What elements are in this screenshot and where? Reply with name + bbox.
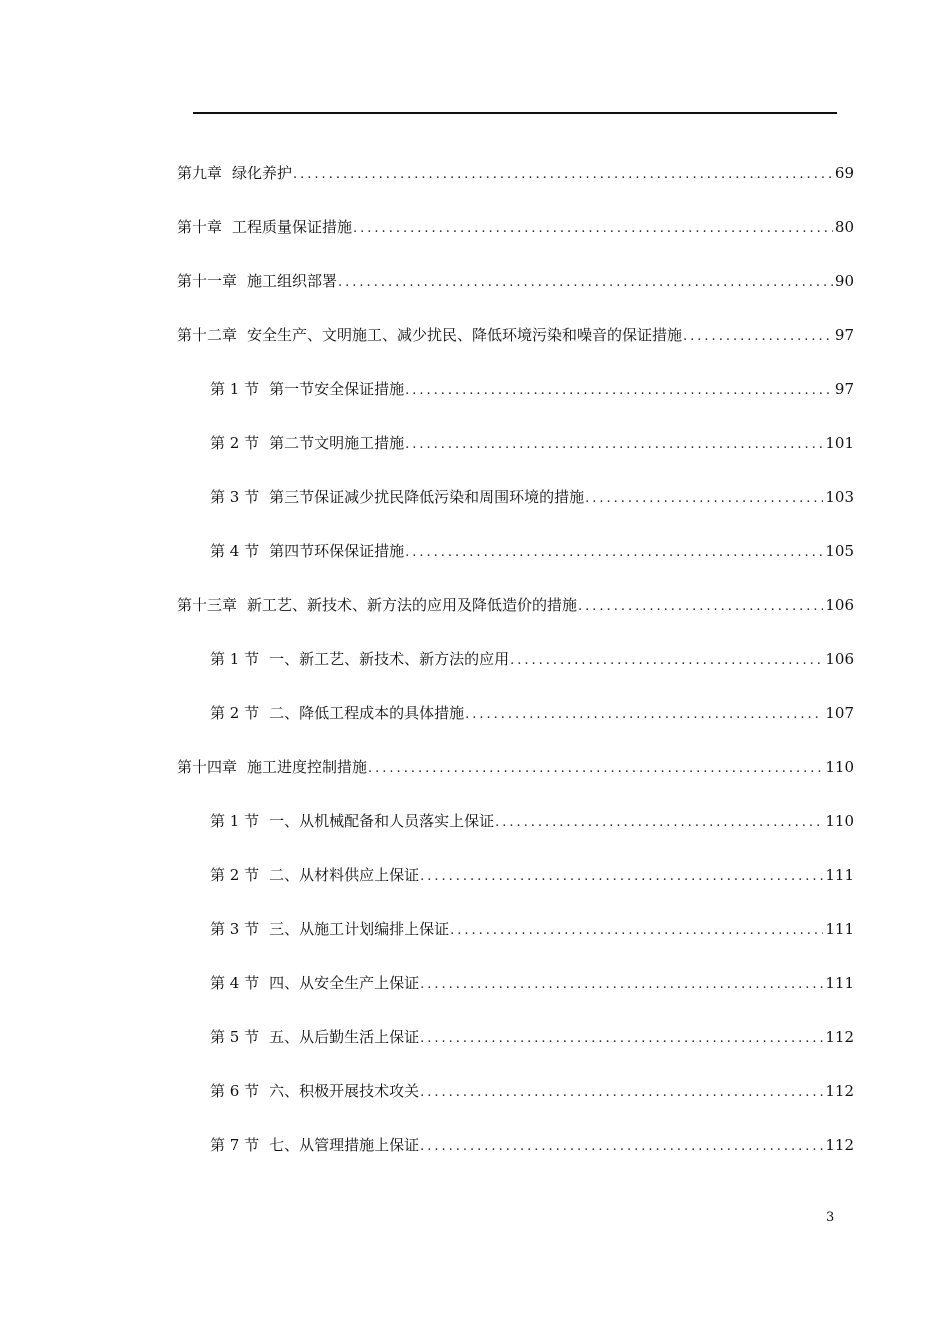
toc-entry-page: 101: [825, 434, 854, 452]
toc-entry-number: 第十二章: [177, 326, 238, 344]
toc-entry-page: 103: [825, 488, 854, 506]
toc-entry-number: 第十三章: [177, 596, 238, 614]
toc-entry-page: 69: [834, 164, 854, 182]
toc-entry-section[interactable]: [210, 811, 854, 831]
toc-entry-number: 第十章: [177, 218, 223, 236]
toc-entry-title: 七、从管理措施上保证: [269, 1136, 420, 1154]
toc-entry-number: 第 3 节: [210, 920, 260, 938]
toc-entry-section[interactable]: [210, 379, 854, 399]
toc-entry-title: 四、从安全生产上保证: [269, 974, 420, 992]
toc-entry-number: 第 2 节: [210, 866, 260, 884]
dot-leader: [419, 1083, 823, 1103]
toc-entry-title: 施工进度控制措施: [247, 758, 368, 776]
toc-entry-number: 第 1 节: [210, 650, 260, 668]
toc-entry-number: 第 1 节: [210, 812, 260, 830]
toc-entry-section[interactable]: [210, 649, 854, 669]
toc-entry-number: 第十一章: [177, 272, 238, 290]
dot-leader: [419, 867, 823, 887]
toc-entry-title: 施工组织部署: [247, 272, 338, 290]
toc-entry-number: 第 7 节: [210, 1136, 260, 1154]
dot-leader: [577, 597, 823, 617]
header-rule: [193, 112, 837, 114]
toc-entry-section[interactable]: [210, 1027, 854, 1047]
dot-leader: [584, 489, 823, 509]
toc-entry-page: 111: [825, 974, 854, 992]
toc-entry-page: 107: [825, 704, 854, 722]
toc-entry-number: 第九章: [177, 164, 223, 182]
toc-entry-title: 二、从材料供应上保证: [269, 866, 420, 884]
toc-entry-section[interactable]: [210, 1081, 854, 1101]
dot-leader: [404, 435, 823, 455]
toc-entry-page: 112: [825, 1028, 854, 1046]
toc-entry-chapter-11[interactable]: [177, 271, 854, 291]
dot-leader: [404, 543, 823, 563]
toc-entry-page: 97: [834, 380, 854, 398]
toc-entry-page: 110: [825, 812, 854, 830]
toc-entry-section[interactable]: [210, 1135, 854, 1155]
toc-entry-title: 第一节安全保证措施: [269, 380, 405, 398]
dot-leader: [337, 273, 833, 293]
toc-entry-page: 105: [825, 542, 854, 560]
toc-entry-title: 一、新工艺、新技术、新方法的应用: [269, 650, 510, 668]
toc-entry-title: 六、积极开展技术攻关: [269, 1082, 420, 1100]
dot-leader: [682, 327, 833, 347]
toc-entry-number: 第 3 节: [210, 488, 260, 506]
toc-entry-title: 一、从机械配备和人员落实上保证: [269, 812, 495, 830]
toc-entry-number: 第十四章: [177, 758, 238, 776]
toc-entry-title: 第四节环保保证措施: [269, 542, 405, 560]
toc-entry-title: 二、降低工程成本的具体措施: [269, 704, 465, 722]
toc-entry-number: 第 4 节: [210, 542, 260, 560]
dot-leader: [292, 165, 833, 185]
toc-entry-page: 111: [825, 866, 854, 884]
dot-leader: [449, 921, 823, 941]
toc-entry-chapter-10[interactable]: [177, 217, 854, 237]
toc-entry-title: 新工艺、新技术、新方法的应用及降低造价的措施: [247, 596, 578, 614]
toc-entry-chapter-12[interactable]: [177, 325, 854, 345]
toc-entry-page: 90: [834, 272, 854, 290]
dot-leader: [419, 975, 823, 995]
toc-entry-title: 工程质量保证措施: [232, 218, 353, 236]
toc-entry-section[interactable]: [210, 973, 854, 993]
toc-entry-page: 106: [825, 650, 854, 668]
toc-entry-page: 80: [834, 218, 854, 236]
dot-leader: [419, 1029, 823, 1049]
toc-entry-section[interactable]: [210, 919, 854, 939]
dot-leader: [464, 705, 823, 725]
toc-entry-number: 第 2 节: [210, 434, 260, 452]
toc-entry-page: 112: [825, 1136, 854, 1154]
toc-entry-page: 111: [825, 920, 854, 938]
toc-entry-chapter-13[interactable]: [177, 595, 854, 615]
toc-entry-section[interactable]: [210, 541, 854, 561]
dot-leader: [352, 219, 833, 239]
dot-leader: [419, 1137, 823, 1157]
toc-entry-title: 绿化养护: [232, 164, 293, 182]
toc-entry-number: 第 1 节: [210, 380, 260, 398]
toc-entry-chapter-9[interactable]: [177, 163, 854, 183]
toc-entry-page: 112: [825, 1082, 854, 1100]
dot-leader: [404, 381, 833, 401]
toc-entry-title: 五、从后勤生活上保证: [269, 1028, 420, 1046]
toc-entry-section[interactable]: [210, 487, 854, 507]
dot-leader: [509, 651, 823, 671]
toc-entry-number: 第 5 节: [210, 1028, 260, 1046]
dot-leader: [367, 759, 823, 779]
toc-entry-number: 第 4 节: [210, 974, 260, 992]
toc-entry-page: 110: [825, 758, 854, 776]
toc-entry-title: 第三节保证减少扰民降低污染和周围环境的措施: [269, 488, 585, 506]
toc-entry-page: 97: [834, 326, 854, 344]
toc-entry-chapter-14[interactable]: [177, 757, 854, 777]
toc-entry-section[interactable]: [210, 865, 854, 885]
toc-entry-number: 第 6 节: [210, 1082, 260, 1100]
toc-entry-section[interactable]: [210, 703, 854, 723]
toc-entry-title: 三、从施工计划编排上保证: [269, 920, 450, 938]
toc-entry-page: 106: [825, 596, 854, 614]
dot-leader: [494, 813, 823, 833]
toc-entry-section[interactable]: [210, 433, 854, 453]
page-number: 3: [826, 1210, 835, 1225]
toc-entry-number: 第 2 节: [210, 704, 260, 722]
toc-entry-title: 安全生产、文明施工、减少扰民、降低环境污染和噪音的保证措施: [247, 326, 683, 344]
toc-entry-title: 第二节文明施工措施: [269, 434, 405, 452]
